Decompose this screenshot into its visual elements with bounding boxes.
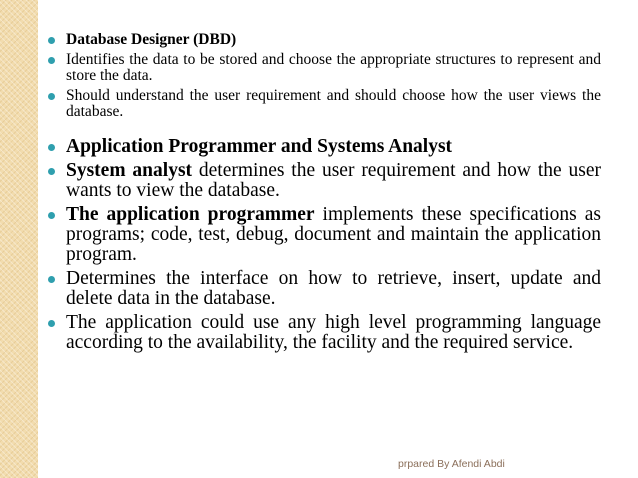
list-item [48,52,601,84]
item-text: The application could use any high level programming language according to the availability, the facility and the required service. [66,312,601,353]
list-item [48,161,601,201]
bullet-icon [48,93,55,100]
bullet-icon [48,168,55,175]
list-item [48,269,601,309]
item-text: determines the user requirement and how the user wants to view the database. [66,160,601,201]
bullet-icon [48,212,55,219]
bullet-icon [48,144,55,151]
slide-footer: prpared By Afendi Abdi [398,458,505,470]
item-text: Identifies the data to be stored and choose the appropriate structures to represent and store the data. [66,51,601,84]
item-text: Should understand the user requirement and should choose how the user views the database. [66,87,601,120]
bullet-icon [48,37,55,44]
list-item [48,32,601,48]
item-text: implements these specifications as programs; code, test, debug, document and maintain the application program. [66,204,601,265]
slide-body [48,32,601,357]
list-item [48,313,601,353]
bullet-icon [48,276,55,283]
item-heading: Application Programmer and Systems Analyst [66,136,453,157]
list-item [48,205,601,265]
item-heading: Database Designer (DBD) [66,31,237,48]
bullet-icon [48,57,55,64]
bullet-icon [48,320,55,327]
list-item [48,88,601,120]
item-bold-term: System analyst [66,160,193,181]
list-item [48,137,601,157]
item-bold-term: The application programmer [66,204,315,225]
item-text: Determines the interface on how to retrieve, insert, update and delete data in the database. [66,268,601,309]
decorative-side-stripe [0,0,38,478]
